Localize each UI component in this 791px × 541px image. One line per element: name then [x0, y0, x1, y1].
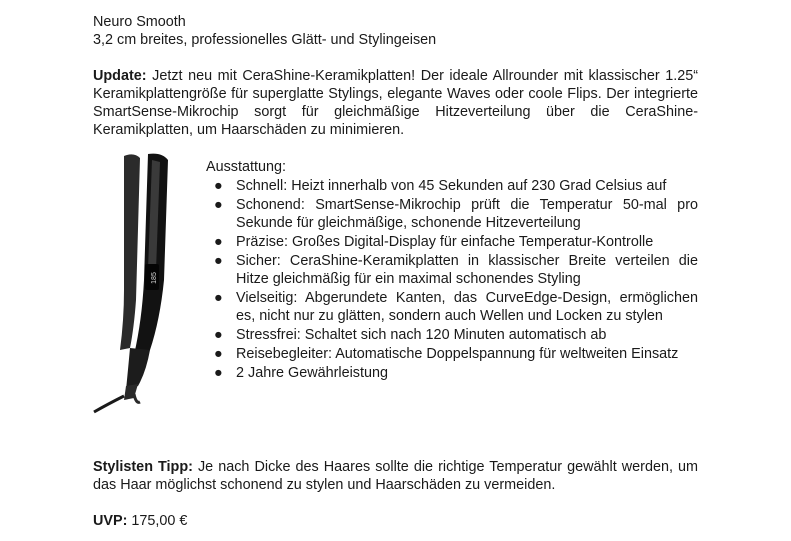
bullet-icon: ● [214, 197, 223, 213]
bullet-icon: ● [214, 290, 223, 306]
tip-text: Je nach Dicke des Haares sollte die richtige Temperatur gewählt werden, um das Haar möglichst schonend zu stylen und Haarschäden zu vermeiden. [93, 459, 698, 493]
list-item [206, 233, 698, 251]
flat-iron-image [90, 150, 180, 418]
bullet-icon: ● [214, 234, 223, 250]
update-paragraph [93, 67, 698, 139]
price-value: 175,00 € [127, 513, 188, 529]
product-name-text: Neuro Smooth [93, 14, 186, 30]
list-item [206, 364, 698, 382]
update-text: Jetzt neu mit CeraShine-Keramikplatten! Der ideale Allrounder mit klassischer 1.25“ Keramikplattengröße für superglatte Stylings, elegante Waves oder coole Flips. Der integrierte SmartSense-Mikrochip sorgt für gleichmäßige Hitzeverteilung über die CeraShine-Keramikplatten, um Haarschäden zu minimieren. [93, 68, 698, 138]
bullet-icon: ● [214, 346, 223, 362]
list-item [206, 252, 698, 288]
feature-text: Vielseitig: Abgerundete Kanten, das CurveEdge-Design, ermöglichen es, nicht nur zu glätten, sondern auch Wellen und Locken zu stylen [236, 290, 698, 324]
features-list [206, 177, 698, 382]
feature-text: 2 Jahre Gewährleistung [236, 365, 388, 381]
features-heading: Ausstattung: [206, 159, 286, 175]
tip-label: Stylisten Tipp: [93, 459, 193, 475]
bullet-icon: ● [214, 327, 223, 343]
price-line [93, 512, 698, 530]
feature-text: Stressfrei: Schaltet sich nach 120 Minuten automatisch ab [236, 327, 607, 343]
list-item [206, 289, 698, 325]
temperature-display-text: 185 [151, 272, 158, 284]
stylist-tip [93, 458, 698, 494]
price-label: UVP: [93, 513, 128, 529]
bullet-icon: ● [214, 253, 223, 269]
list-item [206, 196, 698, 232]
list-item [206, 326, 698, 344]
bullet-icon: ● [214, 178, 223, 194]
features-section [206, 158, 698, 382]
list-item [206, 345, 698, 363]
list-item [206, 177, 698, 195]
product-subtitle-text: 3,2 cm breites, professionelles Glätt- und Stylingeisen [93, 32, 437, 48]
feature-text: Sicher: CeraShine-Keramikplatten in klassischer Breite verteilen die Hitze gleichmäßig für ein maximal schonendes Styling [236, 253, 698, 287]
product-name [93, 13, 698, 31]
feature-text: Reisebegleiter: Automatische Doppelspannung für weltweiten Einsatz [236, 346, 679, 362]
feature-text: Schonend: SmartSense-Mikrochip prüft die Temperatur 50-mal pro Sekunde für gleichmäßige, schonende Hitzeverteilung [236, 197, 698, 231]
product-subtitle [93, 31, 698, 49]
update-label: Update: [93, 68, 147, 84]
feature-text: Präzise: Großes Digital-Display für einfache Temperatur-Kontrolle [236, 234, 654, 250]
bullet-icon: ● [214, 365, 223, 381]
feature-text: Schnell: Heizt innerhalb von 45 Sekunden auf 230 Grad Celsius auf [236, 178, 667, 194]
